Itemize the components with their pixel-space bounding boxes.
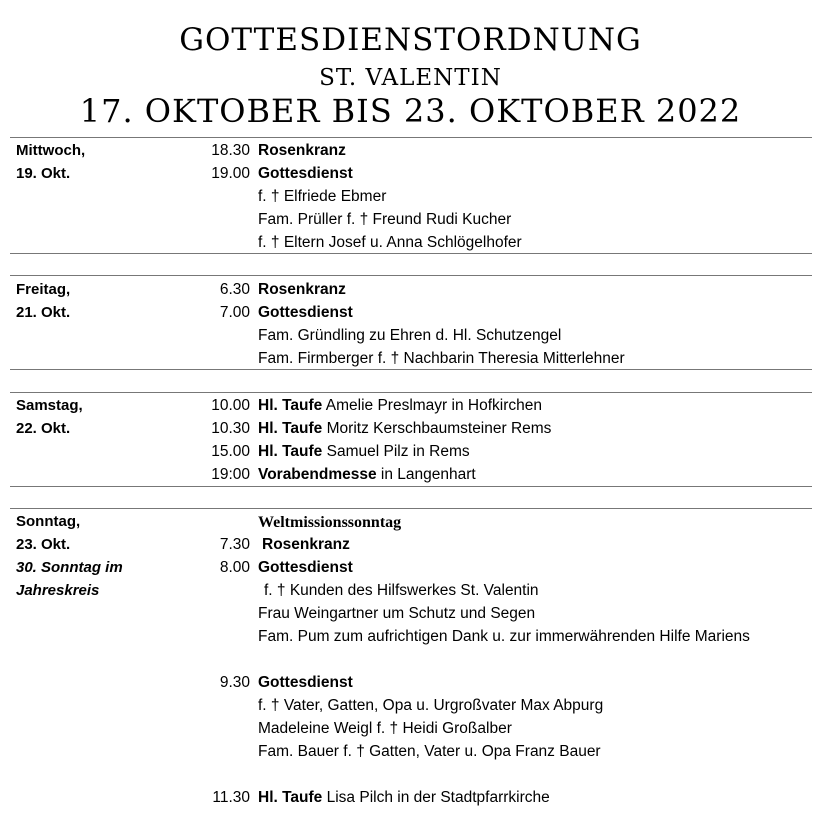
event-detail: in Langenhart [376,466,476,483]
event-detail: Amelie Preslmayr in Hofkirchen [322,397,542,414]
intention: Fam. Firmberger f. † Nachbarin Theresia Mitterlehner [258,350,625,367]
event-detail: Lisa Pilch in der Stadtpfarrkirche [322,789,550,806]
day-label-sunday [16,510,196,602]
event-line [258,463,476,486]
event-title: Hl. Taufe [258,397,323,414]
divider [10,486,812,487]
liturgical-note: 30. Sonntag im [16,559,123,576]
date-range: 17. OKTOBER BIS 23. OKTOBER 2022 [79,92,742,130]
time: 19.00 [211,165,250,182]
event-title: Rosenkranz [258,281,346,298]
intention: f. † Eltern Josef u. Anna Schlögelhofer [258,234,522,251]
intention: Fam. Bauer f. † Gatten, Vater u. Opa Franz Bauer [258,743,601,760]
intention: f. † Elfriede Ebmer [258,188,387,205]
time: 8.00 [219,559,250,576]
event-title: Hl. Taufe [258,420,323,437]
divider [10,137,812,138]
event-detail: Samuel Pilz in Rems [322,443,470,460]
weekday: Mittwoch, [16,142,86,159]
time: 18.30 [211,142,250,159]
time: 11.30 [212,789,250,806]
weekday: Samstag, [16,397,83,414]
date: 21. Okt. [16,304,71,321]
date: 23. Okt. [16,536,71,553]
event-line [258,394,542,417]
parish-name: ST. VALENTIN [319,65,502,91]
date: 22. Okt. [16,420,71,437]
special-sunday: Weltmissionssonntag [258,514,402,531]
time: 10.30 [211,420,250,437]
document-title: GOTTESDIENSTORDNUNG [179,22,642,58]
intention: Madeleine Weigl f. † Heidi Großalber [258,720,512,737]
divider [10,508,812,509]
intention: Fam. Pum zum aufrichtigen Dank u. zur immerwährenden Hilfe Mariens [258,628,750,645]
divider [10,253,812,254]
event-title: Hl. Taufe [258,443,323,460]
day-label-wednesday [16,139,196,185]
divider [10,369,812,370]
time: 9.30 [219,674,250,691]
event-title: Vorabendmesse [258,466,377,483]
day-label-friday [16,278,196,324]
day-label-saturday [16,394,196,440]
divider [10,275,812,276]
time: 10.00 [211,397,250,414]
time: 15.00 [211,443,250,460]
time: 19:00 [211,466,250,483]
intention: Fam. Prüller f. † Freund Rudi Kucher [258,211,512,228]
intention: f. † Kunden des Hilfswerkes St. Valentin [264,582,539,599]
time: 7.30 [219,536,250,553]
event-line [258,440,470,463]
intention: f. † Vater, Gatten, Opa u. Urgroßvater Max Abpurg [258,697,604,714]
event-title: Gottesdienst [258,559,353,576]
event-title: Rosenkranz [258,142,346,159]
event-line [258,786,550,809]
weekday: Freitag, [16,281,71,298]
intention: Frau Weingartner um Schutz und Segen [258,605,536,622]
event-title: Gottesdienst [258,165,353,182]
time: 7.00 [219,304,250,321]
liturgical-note: Jahreskreis [16,582,100,599]
event-detail: Moritz Kerschbaumsteiner Rems [322,420,552,437]
date: 19. Okt. [16,165,71,182]
event-title: Rosenkranz [262,536,350,553]
time: 6.30 [219,281,250,298]
event-title: Hl. Taufe [258,789,323,806]
divider [10,392,812,393]
event-line [258,417,551,440]
weekday: Sonntag, [16,513,81,530]
intention: Fam. Gründling zu Ehren d. Hl. Schutzengel [258,327,562,344]
event-title: Gottesdienst [258,674,353,691]
event-title: Gottesdienst [258,304,353,321]
